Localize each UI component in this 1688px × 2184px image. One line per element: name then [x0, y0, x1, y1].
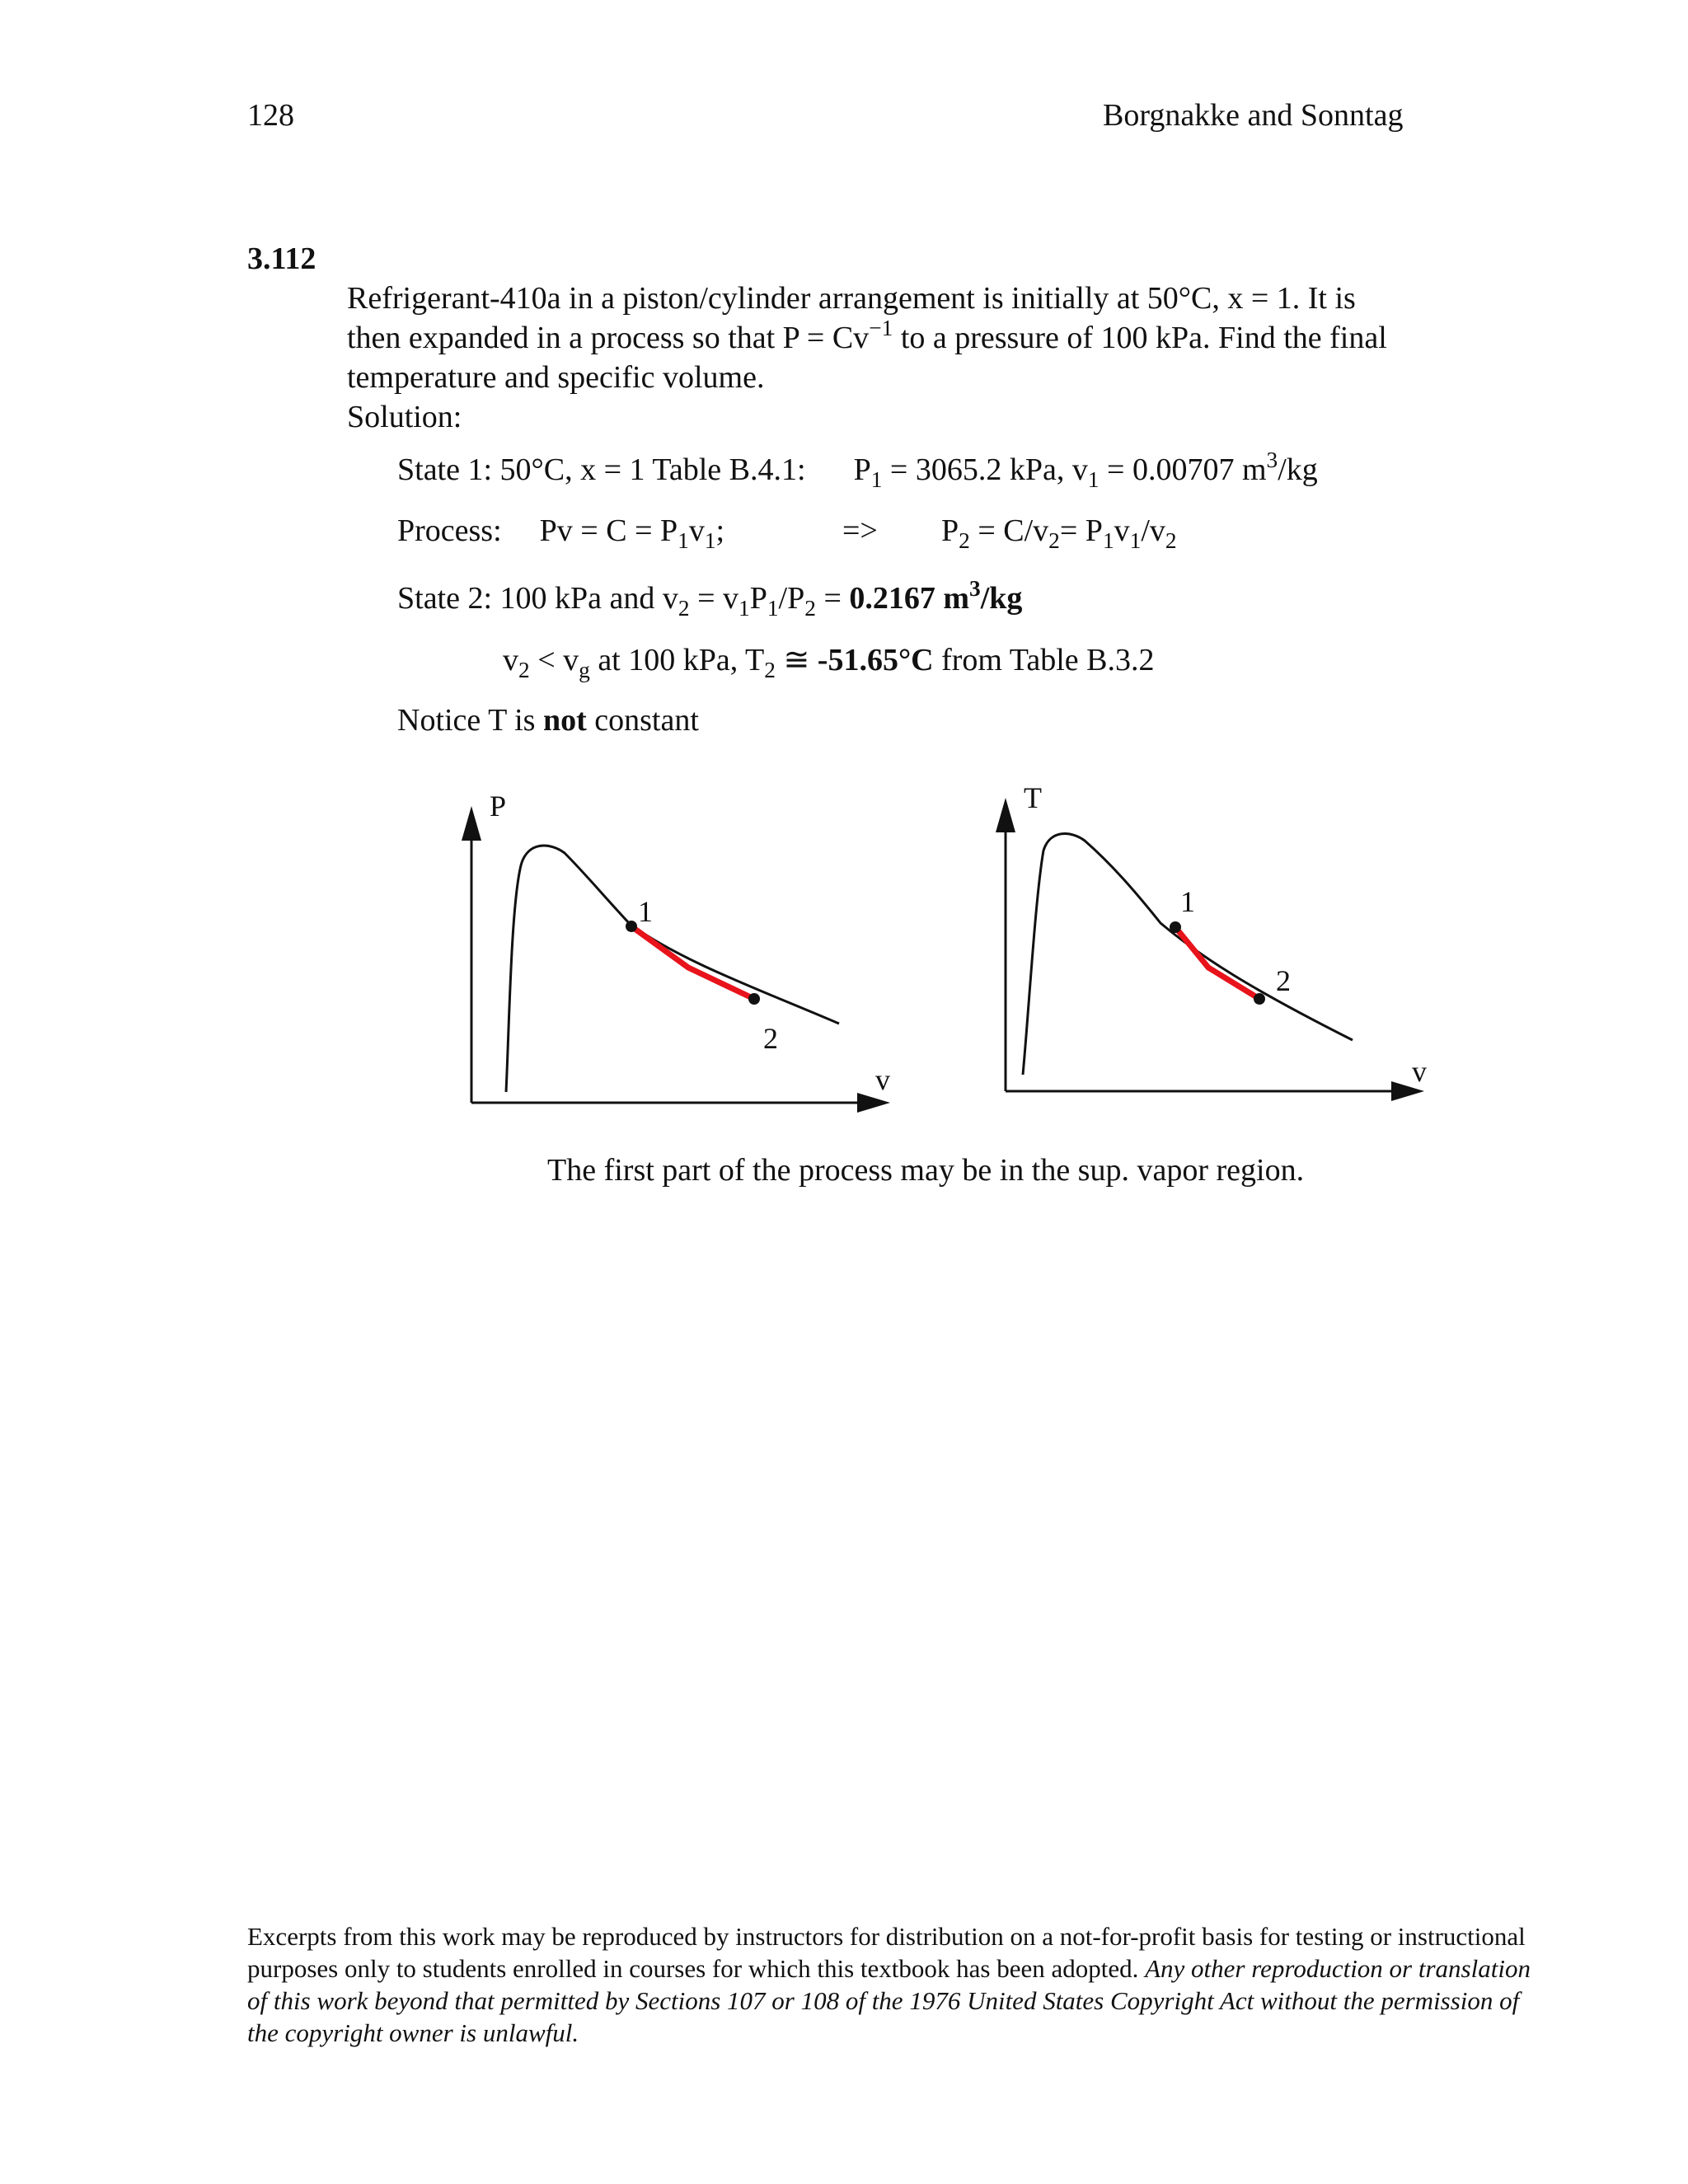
state-2-line	[397, 575, 1023, 621]
process-eq-sub2: 1	[704, 527, 716, 553]
solution-label: Solution:	[347, 400, 462, 434]
cmp-sub3: 2	[764, 657, 776, 682]
comparison-line	[503, 641, 1155, 682]
res-c: = P	[1059, 513, 1103, 548]
tv-saturation-dome	[1023, 833, 1353, 1075]
res-sub1: 2	[959, 527, 970, 553]
process-result	[941, 513, 1177, 553]
s2-eq-b: P	[749, 581, 767, 616]
pv-state-1-dot	[626, 921, 637, 932]
running-title: Borgnakke and Sonntag	[1103, 98, 1404, 133]
res-d: v	[1114, 513, 1130, 548]
notice-line	[397, 702, 699, 738]
t2-result: -51.65°C	[817, 643, 934, 677]
tv-state-2-dot	[1254, 993, 1265, 1005]
page-number: 128	[247, 98, 294, 133]
pv-saturation-dome	[506, 846, 839, 1092]
process-label: Process:	[397, 513, 502, 548]
implies-arrow: =>	[842, 513, 878, 548]
cmp-sub1: 2	[518, 657, 530, 682]
footer-normal: Excerpts from this work may be reproduced by instructors for distribution on a not-for-profit basis for testing or instructional purposes only to students enrolled in courses for which this textbook has been adopted.	[247, 1922, 1526, 1983]
tv-state-1-label: 1	[1180, 885, 1195, 918]
res-e: /v	[1141, 513, 1165, 548]
state-2-label: State 2: 100 kPa and v	[397, 581, 678, 616]
s2-sub2: 1	[738, 595, 750, 621]
process-eq-b: v	[688, 513, 705, 548]
v1-value: = 0.00707 m	[1099, 452, 1267, 487]
tv-y-arrow	[996, 798, 1015, 832]
footer-italic: Any other reproduction or translation of this work beyond that permitted by Sections 107 or 108 of the 1976 United States Copyright Act without the permission of the copyright owner is unlawful.	[247, 1954, 1531, 2047]
tv-diagram	[996, 775, 1441, 1104]
v1-unit: /kg	[1278, 452, 1318, 487]
pv-y-arrow	[462, 806, 481, 841]
copyright-footer	[247, 1920, 1533, 2049]
process-eq-sub1: 1	[678, 527, 689, 553]
notice-b: constant	[586, 703, 699, 738]
tv-y-label: T	[1024, 781, 1042, 814]
statement-line-1: Refrigerant-410a in a piston/cylinder arrangement is initially at 50°C, x = 1. It is	[347, 281, 1356, 316]
s2-sub3: 1	[767, 595, 779, 621]
tv-process-line	[1175, 927, 1259, 999]
s2-sub1: 2	[678, 595, 690, 621]
pv-y-label: P	[490, 790, 507, 823]
res-b: = C/v	[969, 513, 1049, 548]
cmp-sub2: g	[579, 657, 590, 682]
p1-subscript: 1	[870, 466, 883, 492]
v2-result-unit: /kg	[980, 581, 1023, 616]
v1-unit-exponent: 3	[1266, 447, 1278, 472]
res-sub2: 2	[1048, 527, 1060, 553]
cmp-e: from Table B.3.2	[933, 643, 1155, 677]
pv-process-line	[631, 926, 754, 999]
s2-eq-a: = v	[689, 581, 739, 616]
notice-bold: not	[542, 703, 587, 738]
tv-state-2-label: 2	[1276, 964, 1291, 997]
cmp-d: ≅	[775, 643, 818, 677]
problem-number: 3.112	[247, 241, 316, 276]
cmp-b: < v	[529, 643, 579, 677]
notice-a: Notice T is	[397, 703, 543, 738]
process-eq-a: Pv = C = P	[539, 513, 678, 548]
s2-sub4: 2	[804, 595, 816, 621]
statement-line-3: temperature and specific volume.	[347, 360, 765, 395]
res-sub3: 1	[1102, 527, 1114, 553]
diagram-caption: The first part of the process may be in the sup. vapor region.	[547, 1153, 1305, 1188]
pv-diagram	[462, 783, 907, 1113]
state-1-label: State 1: 50°C, x = 1 Table B.4.1:	[397, 452, 806, 487]
exponent-minus-one: −1	[869, 315, 893, 340]
pv-state-1-label: 1	[638, 895, 653, 928]
state-1-line	[397, 447, 1318, 492]
s2-eq-d: =	[815, 581, 850, 616]
statement-line-2-a: then expanded in a process so that P = Cv	[347, 321, 870, 355]
s2-eq-c: /P	[778, 581, 805, 616]
p1-symbol: P	[853, 452, 871, 487]
res-sub5: 2	[1165, 527, 1177, 553]
statement-line-2	[347, 315, 1387, 358]
res-a: P	[941, 513, 959, 548]
cmp-c: at 100 kPa, T	[589, 643, 765, 677]
cmp-a: v	[503, 643, 518, 677]
pv-x-label: v	[875, 1063, 890, 1096]
process-line	[397, 513, 725, 553]
res-sub4: 1	[1129, 527, 1142, 553]
v2-result-exponent: 3	[969, 575, 981, 601]
tv-state-1-dot	[1170, 921, 1181, 933]
statement-line-2-b: to a pressure of 100 kPa. Find the final	[893, 321, 1387, 355]
process-eq-c: ;	[715, 513, 725, 548]
pv-state-2-label: 2	[763, 1022, 778, 1055]
pv-state-2-dot	[748, 993, 760, 1005]
p1-value: = 3065.2 kPa, v	[882, 452, 1088, 487]
problem-statement	[347, 279, 1387, 437]
v1-subscript: 1	[1087, 466, 1100, 492]
v2-result: 0.2167 m	[849, 581, 970, 616]
tv-x-label: v	[1412, 1055, 1427, 1088]
